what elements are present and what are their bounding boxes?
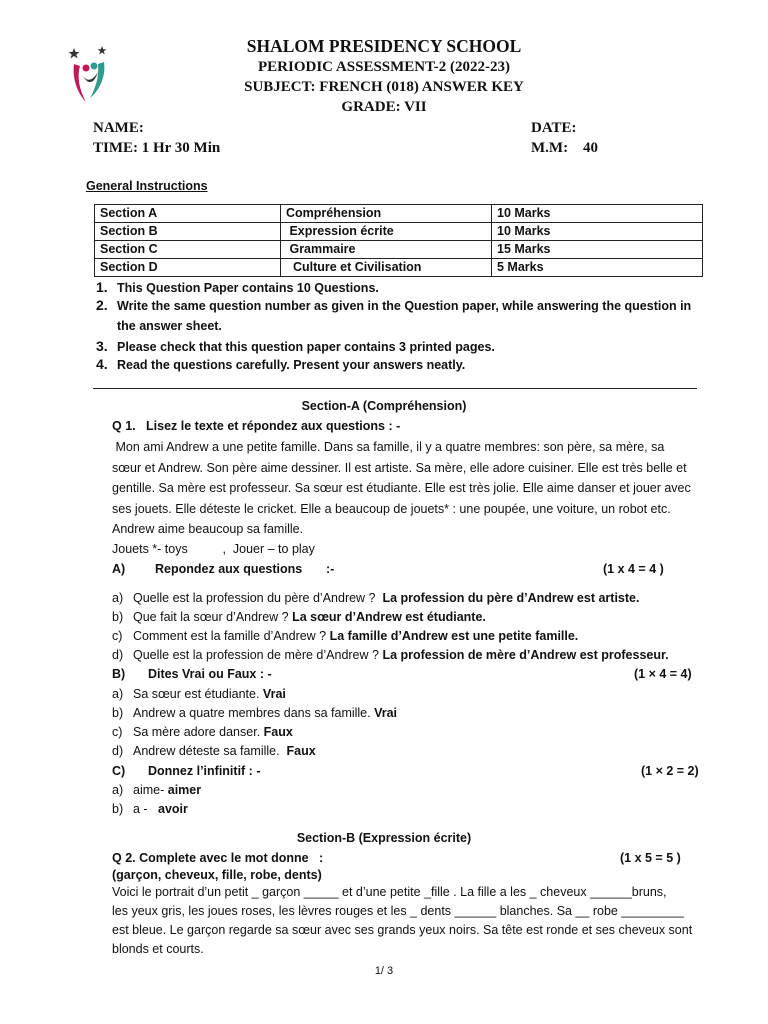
instruction-item: 3. Please check that this question paper contains 3 printed pages. [96,338,495,354]
divider [93,388,697,389]
table-cell: Compréhension [281,205,492,223]
glossary: Jouets *- toys , Jouer – to play [112,542,315,556]
table-cell: Grammaire [281,241,492,259]
table-cell: 10 Marks [492,223,703,241]
question-1: Q 1. Lisez le texte et répondez aux questions : - [112,419,401,433]
table-cell: 10 Marks [492,205,703,223]
table-cell: 15 Marks [492,241,703,259]
list-item: d) Quelle est la profession de mère d’Andrew ? La profession de mère d’Andrew est professeur. [112,648,669,662]
part-b-title: Dites Vrai ou Faux : - [148,667,272,681]
part-b-marks: (1 × 4 = 4) [634,667,692,681]
table-cell: Section D [95,259,281,277]
table-cell: Culture et Civilisation [281,259,492,277]
grade-title: GRADE: VII [341,99,427,115]
part-c-marks: (1 × 2 = 2) [641,764,699,778]
list-item: b) a - avoir [112,802,188,816]
time-label: TIME: 1 Hr 30 Min [93,140,221,156]
table-cell: Expression écrite [281,223,492,241]
fill-blank-passage: Voici le portrait d’un petit _ garçon _____ et d’une petite _fille . La fille a les _ cheveux ______bruns, les yeux gris, les joues roses, les lèvres rouges et les _ dents ______ blanches. Sa __ robe _________ est bleue. Le garçon regarde sa sœur avec ses grands yeux noirs. Sa tête est ronde et ses cheveux sont blonds et courts. [112,885,693,956]
school-name: SHALOM PRESIDENCY SCHOOL [246,36,522,56]
table-row [95,259,703,277]
comprehension-passage: Mon ami Andrew a une petite famille. Dans sa famille, il y a quatre membres: son père, sa mère, sa sœur et Andrew. Son père aime dessiner. Il est artiste. Sa mère, elle adore cuisiner. Elle est très belle et gentille. Sa mère est professeur. Sa sœur est étudiante. Elle est très jolie. Elle aime danser et jouer avec ses jouets. Elle déteste le cricket. Elle a beaucoup de jouets* : une poupée, une voiture, un robot etc. Andrew aime beaucoup sa famille. [112,440,691,536]
page-number: 1/ 3 [374,965,394,977]
part-a-letter: A) [112,562,126,576]
sections-table [94,204,703,277]
instruction-item: the answer sheet. [117,319,222,333]
instruction-item: 1. This Question Paper contains 10 Questions. [96,279,379,295]
list-item: b) Andrew a quatre membres dans sa famille. Vrai [112,706,398,720]
part-a-marks: (1 x 4 = 4 ) [603,562,664,576]
table-cell: 5 Marks [492,259,703,277]
table-cell: Section A [95,205,281,223]
list-item: a) Quelle est la profession du père d’Andrew ? La profession du père d’Andrew est artiste. [112,591,640,605]
instructions-title: General Instructions [86,179,208,193]
table-row [95,223,703,241]
table-row [95,205,703,223]
section-b-title: Section-B (Expression écrite) [296,831,472,845]
max-marks-label: M.M: 40 [531,140,599,156]
subject-title: SUBJECT: FRENCH (018) ANSWER KEY [244,79,524,95]
list-item: b) Que fait la sœur d’Andrew ? La sœur d’Andrew est étudiante. [112,610,486,624]
part-c-title: Donnez l’infinitif : - [148,764,261,778]
list-item: d) Andrew déteste sa famille. Faux [112,744,316,758]
date-label: DATE: [531,120,577,136]
list-item: c) Comment est la famille d’Andrew ? La famille d’Andrew est une petite famille. [112,629,579,643]
table-row [95,241,703,259]
part-a-title: Repondez aux questions [155,562,303,576]
list-item: a) aime- aimer [112,783,202,797]
part-c-letter: C) [112,764,126,778]
question-2: Q 2. Complete avec le mot donne : [112,851,324,865]
list-item: c) Sa mère adore danser. Faux [112,725,293,739]
section-a-title: Section-A (Compréhension) [301,399,467,413]
list-item: a) Sa sœur est étudiante. Vrai [112,687,286,701]
instruction-item: 2. Write the same question number as given in the Question paper, while answering the question in [96,297,692,313]
name-label: NAME: [93,120,144,136]
table-cell: Section B [95,223,281,241]
question-2-marks: (1 x 5 = 5 ) [620,851,681,865]
part-b-letter: B) [112,667,126,681]
table-cell: Section C [95,241,281,259]
assessment-title: PERIODIC ASSESSMENT-2 (2022-23) [258,59,510,75]
instruction-item: 4. Read the questions carefully. Present your answers neatly. [96,356,466,372]
word-bank: (garçon, cheveux, fille, robe, dents) [112,868,322,882]
part-a-separator: :- [326,562,335,576]
